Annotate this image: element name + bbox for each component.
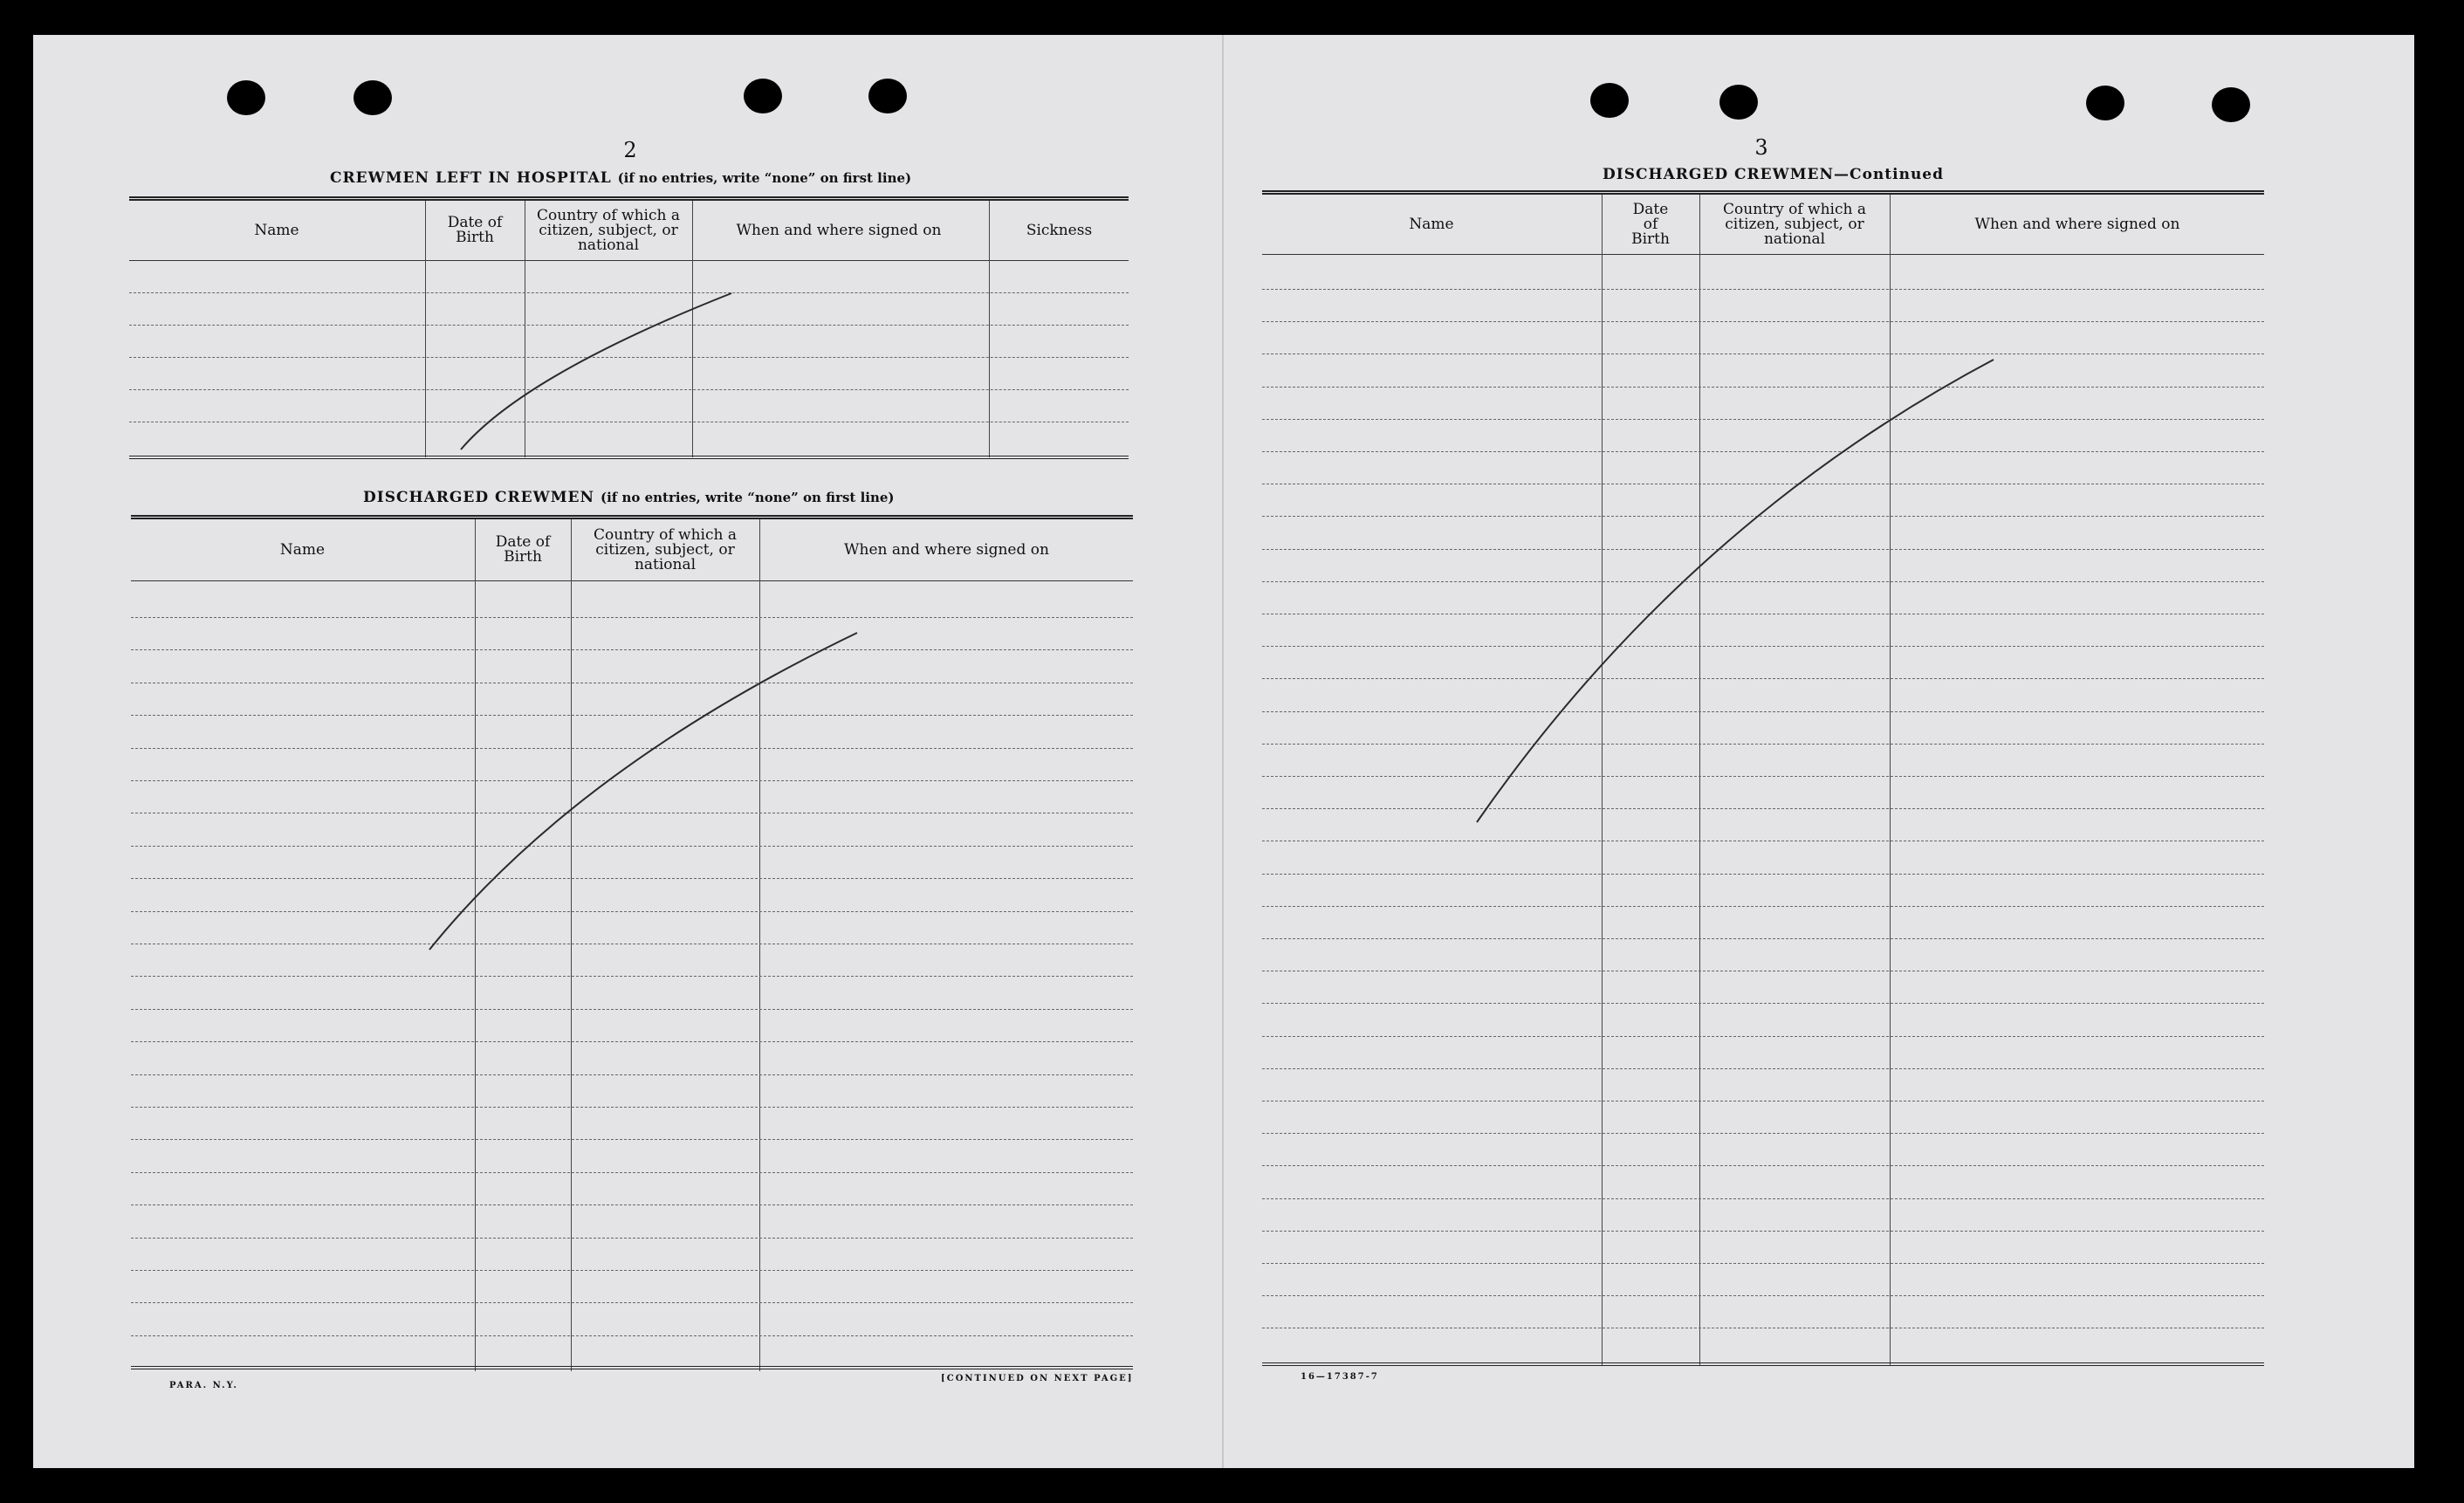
section-note: (if no entries, write “none” on first line) [617, 170, 912, 186]
continued-note: [CONTINUED ON NEXT PAGE] [941, 1374, 1134, 1383]
page-number: 3 [1754, 135, 1768, 160]
column-header-signed-on: When and where signed on [1974, 215, 2180, 233]
column-header-date-of-birth: Date of Birth [1631, 200, 1670, 248]
column-header-country: Country of which a citizen, subject, or national [594, 525, 737, 573]
column-header-date-of-birth: Date of Birth [495, 533, 551, 566]
column-header-country: Country of which a citizen, subject, or national [537, 206, 680, 254]
section-title-text: DISCHARGED CREWMEN [363, 489, 595, 506]
page-number: 2 [623, 138, 637, 162]
printer-mark: PARA. N.Y. [169, 1381, 238, 1390]
section-note: (if no entries, write “none” on first line) [600, 490, 895, 505]
pen-stroke [429, 633, 857, 950]
column-header-name: Name [279, 540, 326, 559]
column-header-sickness: Sickness [1026, 221, 1093, 239]
pen-stroke [1477, 360, 1994, 822]
column-header-name: Name [1409, 215, 1454, 233]
section-title-text: CREWMEN LEFT IN HOSPITAL [330, 169, 612, 187]
column-header-name: Name [254, 221, 299, 239]
column-header-country: Country of which a citizen, subject, or national [1723, 200, 1866, 248]
column-header-signed-on: When and where signed on [736, 221, 942, 239]
column-header-signed-on: When and where signed on [844, 540, 1049, 559]
form-number: 16—17387-7 [1301, 1372, 1379, 1382]
pen-stroke [461, 293, 731, 450]
section-title-text: DISCHARGED CREWMEN—Continued [1603, 166, 1945, 183]
column-header-date-of-birth: Date of Birth [447, 214, 503, 246]
